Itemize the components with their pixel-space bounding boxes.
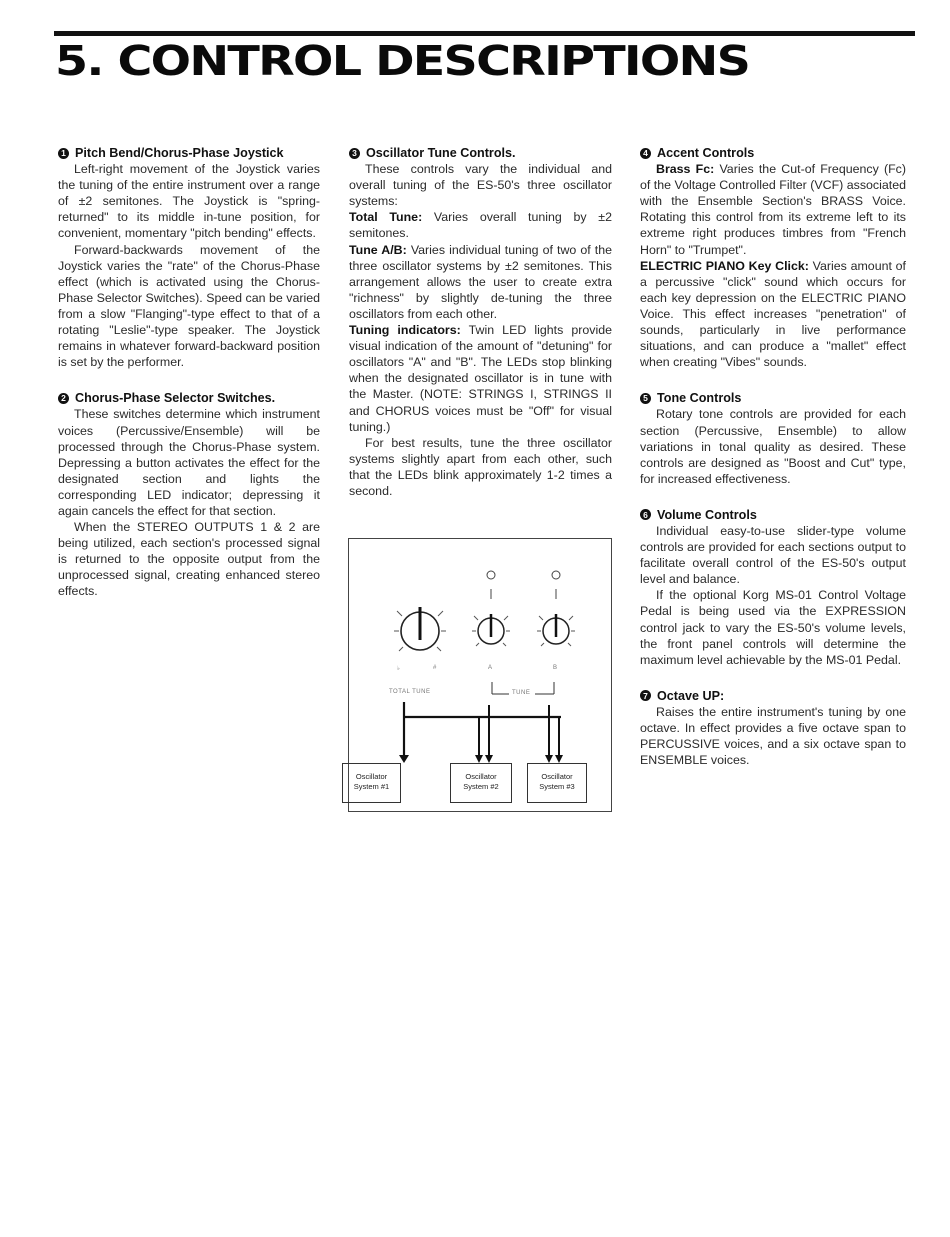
tune-label: TUNE: [512, 690, 531, 696]
oscillator-box-1: [342, 763, 401, 803]
knob-a-label: A: [488, 665, 493, 671]
section-title: Chorus-Phase Selector Switches.: [75, 391, 276, 406]
term-lead: Brass Fc:: [656, 162, 715, 177]
tune-b-knob-icon: [537, 614, 575, 646]
section-number-badge: 6: [640, 509, 651, 520]
section-accent: [640, 145, 906, 370]
section-heading: [349, 145, 612, 161]
paragraph: These controls vary the individual and overall tuning of the ES-50's three oscillator systems:: [349, 162, 612, 209]
column-1: [58, 145, 320, 620]
knob-minus-mark: ♭: [397, 666, 401, 672]
section-heading: [58, 390, 320, 406]
section-number-badge: 7: [640, 690, 651, 701]
section-number-badge: 1: [58, 148, 69, 159]
paragraph: Rotary tone controls are provided for each section (Percussive, Ensemble) to allow variations in tonal quality as desired. These controls are designed as "Boost and Cut" type, for increased effectiveness.: [640, 407, 906, 486]
section-tone: [640, 390, 906, 487]
term-text: Varies overall tuning by ±2 semitones.: [349, 210, 612, 241]
term-lead: ELECTRIC PIANO Key Click:: [640, 258, 809, 273]
section-heading: [640, 688, 906, 704]
section-number-badge: 5: [640, 393, 651, 404]
paragraph: Raises the entire instrument's tuning by one octave. In effect provides a five octave span to PERCUSSIVE voices, and a six octave span to ENSEMBLE voices.: [640, 704, 906, 768]
paragraph: [640, 258, 906, 371]
paragraph: Left-right movement of the Joystick varies the tuning of the entire instrument over a range of ±2 semitones. The Joystick is "spring-returned" to its middle in-tune position, for convenient, momentary "pitch bending" effects.: [58, 162, 320, 241]
paragraph: When the STEREO OUTPUTS 1 & 2 are being utilized, each section's processed signal is returned to the opposite output from the unprocessed signal, creating enhanced stereo effects.: [58, 520, 320, 599]
section-number-badge: 4: [640, 148, 651, 159]
term-text: Varies the Cut-of Frequency (Fc) of the Voltage Controlled Filter (VCF) associated with the Ensemble Section's BRASS Voice. Rotating this control from its extreme left to its extreme right produces timbres from "French Horn" to "Trumpet".: [640, 162, 907, 257]
term-lead: Total Tune:: [349, 210, 423, 225]
section-title: Octave UP:: [657, 688, 725, 703]
oscillator-box-3: [527, 763, 587, 803]
column-3: [640, 145, 906, 788]
section-heading: [640, 507, 906, 523]
paragraph: [349, 242, 612, 322]
term-text: Varies amount of a percussive "click" sound which occurs for each key depression on the ELECTRIC PIANO Voice. This effect increases "penetration" of sounds, particularly in live performance situations, and can produce a "mallet" effect when creating "Vibes" sounds.: [640, 258, 906, 370]
paragraph: These switches determine which instrument voices (Percussive/Ensemble) will be processed through the Chorus-Phase system. Depressing a button activates the effect for the designated section and lights the corresponding LED indicator; depressing it again cancels the effect for that section.: [58, 407, 320, 518]
section-oscillator-tune: [349, 145, 612, 499]
total-tune-knob-icon: [394, 607, 446, 651]
total-tune-label: TOTAL TUNE: [389, 689, 431, 695]
section-title: Tone Controls: [657, 391, 742, 406]
term-text: Varies individual tuning of two of the three oscillator systems by ±2 semitones. This arrangement allows the user to create extra "richness" by slightly de-tuning the three oscillators from each other.: [349, 242, 612, 321]
section-title: Oscillator Tune Controls.: [366, 146, 516, 160]
term-lead: Tune A/B:: [349, 242, 407, 257]
section-heading: [58, 145, 320, 161]
column-2: [349, 145, 612, 519]
paragraph: Individual easy-to-use slider-type volume controls are provided for each sections output to facilitate overall control of the ES-50's output level and balance.: [640, 523, 906, 587]
term-text: Twin LED lights provide visual indication of the amount of "detuning" for oscillators "A" and "B". The LEDs stop blinking when the designated oscillator is in tune with the Master. (NOTE: STRINGS I, STRINGS II and CHORUS voices must be "Off" for visual tuning.): [349, 323, 612, 434]
oscillator-label: Oscillator: [355, 772, 388, 781]
top-rule: [54, 31, 915, 36]
section-heading: [640, 145, 906, 161]
oscillator-system-label: System #2: [463, 782, 499, 791]
tune-a-knob-icon: [472, 614, 510, 646]
section-number-badge: 2: [58, 393, 69, 404]
term-lead: Tuning indicators:: [349, 323, 461, 338]
oscillator-box-2: [450, 763, 512, 803]
led-a-icon: [487, 571, 495, 579]
paragraph: [349, 209, 612, 241]
knob-plus-mark: #: [433, 665, 437, 671]
section-pitch-bend: [58, 145, 320, 370]
section-title: Accent Controls: [657, 146, 755, 160]
section-octave: [640, 688, 906, 768]
paragraph: If the optional Korg MS-01 Control Voltage Pedal is being used via the EXPRESSION control jack to vary the ES-50's volume levels, the front panel controls will determine the maximum level achievable by the MS-01 Pedal.: [640, 588, 906, 667]
oscillator-system-label: System #3: [539, 782, 575, 791]
paragraph: [349, 322, 612, 435]
oscillator-label: Oscillator: [465, 772, 497, 781]
knob-b-label: B: [553, 665, 558, 671]
page-title: 5. CONTROL DESCRIPTIONS: [55, 37, 750, 85]
led-b-icon: [552, 571, 560, 579]
section-chorus-selector: [58, 390, 320, 599]
paragraph: [640, 161, 906, 258]
section-title: Volume Controls: [657, 507, 757, 522]
section-volume: [640, 507, 906, 668]
oscillator-label: Oscillator: [541, 772, 573, 781]
section-heading: [640, 390, 906, 406]
section-number-badge: 3: [349, 148, 360, 159]
oscillator-system-label: System #1: [353, 782, 390, 791]
paragraph: For best results, tune the three oscillator systems slightly apart from each other, such that the LEDs blink approximately 1-2 times a second.: [349, 435, 612, 498]
section-title: Pitch Bend/Chorus-Phase Joystick: [75, 146, 284, 160]
paragraph: Forward-backwards movement of the Joystick varies the "rate" of the Chorus-Phase effect (which is activated using the Chorus-Phase Selector Switches). Speed can be varied from a slow "Flanging"-type effect to that of a rotating "Leslie"-type speaker. The Joystick remains in whatever forward-backward position is set by the performer.: [58, 242, 320, 370]
